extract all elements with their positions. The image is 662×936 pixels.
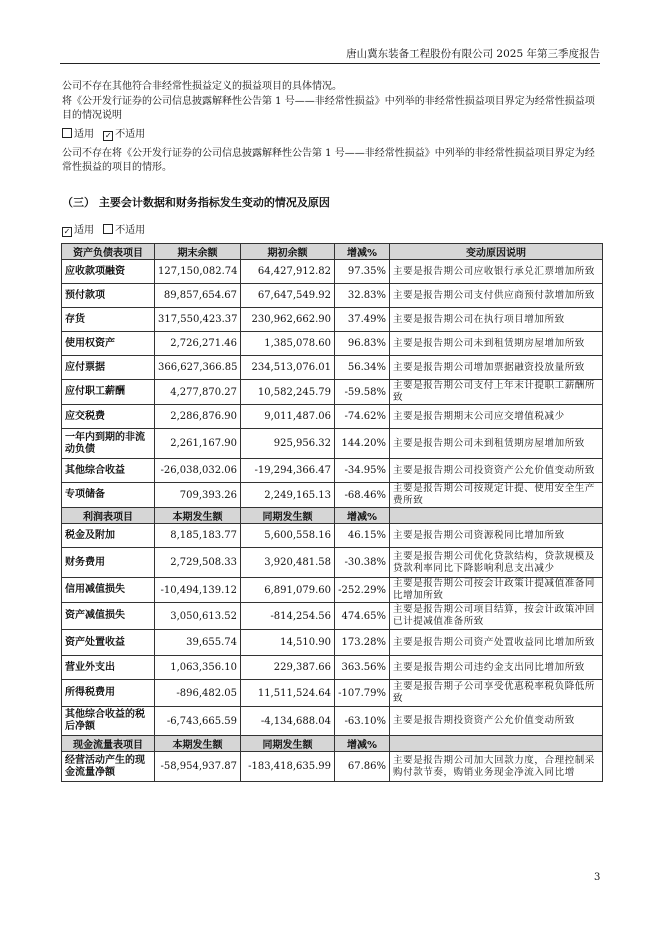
row-item: 税金及附加 [62,524,155,548]
row-previous: -19,294,366.47 [241,459,335,483]
column-header: 变动原因说明 [390,244,603,260]
balance-header-row [62,244,603,260]
row-previous: 234,513,076.01 [241,356,335,380]
table-row [62,380,603,405]
income-header-row [62,508,603,524]
applicability-options [62,128,602,142]
row-change-pct: -63.10% [335,707,390,736]
row-reason: 主要是报告期公司优化贷款结构，贷款规模及贷款利率同比下降影响利息支出减少 [390,548,603,578]
row-item: 其他综合收益 [62,459,155,483]
column-header: 现金流量表项目 [62,736,155,752]
row-previous: -814,254.56 [241,603,335,630]
row-change-pct: 67.86% [335,752,390,782]
column-header: 资产负债表项目 [62,244,155,260]
row-reason: 主要是报告期子公司享受优惠税率税负降低所致 [390,680,603,707]
row-current: 39,655.74 [155,630,241,656]
row-reason: 主要是报告期公司资源税同比增加所致 [390,524,603,548]
section-applicability-options [62,224,602,238]
row-current: 1,063,356.10 [155,656,241,680]
table-row [62,308,603,332]
checkbox-checked-icon: ✓ [63,227,71,236]
column-header: 利润表项目 [62,508,155,524]
row-reason: 主要是报告期公司按会计政策计提减值准备同比增加所致 [390,578,603,603]
row-item: 经营活动产生的现金流量净额 [62,752,155,782]
header-rule [60,63,600,64]
row-previous: -183,418,635.99 [241,752,335,782]
table-row [62,630,603,656]
checkbox-unchecked-icon [62,128,72,138]
row-item: 应付职工薪酬 [62,380,155,405]
table-row [62,405,603,429]
row-current: -26,038,032.06 [155,459,241,483]
row-reason: 主要是报告期公司在执行项目增加所致 [390,308,603,332]
table-row [62,332,603,356]
row-current: 3,050,613.52 [155,603,241,630]
row-reason: 主要是报告期公司未到租赁期房屋增加所致 [390,429,603,459]
row-change-pct: 32.83% [335,284,390,308]
row-reason: 主要是报告期期末公司应交增值税减少 [390,405,603,429]
row-reason: 主要是报告期公司项目结算，按会计政策冲回已计提减值准备所致 [390,603,603,630]
option-not-applicable[interactable]: 不适用 [103,224,145,238]
row-change-pct: -34.95% [335,459,390,483]
report-header: 唐山冀东装备工程股份有限公司 2025 年第三季度报告 [346,48,600,60]
row-reason: 主要是报告期公司加大回款力度，合理控制采购付款节奏，购销业务现金净流入同比增 [390,752,603,782]
table-row [62,707,603,736]
table-row [62,356,603,380]
row-previous: 6,891,079.60 [241,578,335,603]
option-applicable[interactable]: ✓ 适用 [63,225,94,236]
table-row [62,284,603,308]
row-current: -896,482.05 [155,680,241,707]
table-row [62,459,603,483]
row-reason: 主要是报告期投资资产公允价值变动所致 [390,707,603,736]
column-header: 同期发生额 [241,736,335,752]
column-header [390,736,603,752]
row-reason: 主要是报告期公司支付上年末计提职工薪酬所致 [390,380,603,405]
row-current: 317,550,423.37 [155,308,241,332]
checkbox-checked-icon: ✓ [104,131,112,140]
row-reason: 主要是报告期公司按规定计提、使用安全生产费所致 [390,483,603,508]
cash-header-row [62,736,603,752]
row-item: 财务费用 [62,548,155,578]
row-current: 2,726,271.46 [155,332,241,356]
row-current: 89,857,654.67 [155,284,241,308]
row-reason: 主要是报告期公司支付供应商预付款增加所致 [390,284,603,308]
row-change-pct: 37.49% [335,308,390,332]
row-current: 2,729,508.33 [155,548,241,578]
row-change-pct: -107.79% [335,680,390,707]
row-previous: 5,600,558.16 [241,524,335,548]
row-current: -10,494,139.12 [155,578,241,603]
row-change-pct: 46.15% [335,524,390,548]
row-item: 资产处置收益 [62,630,155,656]
row-item: 存货 [62,308,155,332]
row-previous: 9,011,487.06 [241,405,335,429]
row-item: 专项储备 [62,483,155,508]
row-previous: 64,427,912.82 [241,260,335,284]
row-change-pct: 56.34% [335,356,390,380]
row-change-pct: 474.65% [335,603,390,630]
row-item: 使用权资产 [62,332,155,356]
row-item: 应付票据 [62,356,155,380]
row-current: 2,286,876.90 [155,405,241,429]
table-row [62,752,603,782]
row-item: 应交税费 [62,405,155,429]
row-change-pct: -252.29% [335,578,390,603]
table-row [62,429,603,459]
row-reason: 主要是报告期公司投资资产公允价值变动所致 [390,459,603,483]
table-row [62,483,603,508]
row-change-pct: 97.35% [335,260,390,284]
row-previous: 925,956.32 [241,429,335,459]
checkbox-unchecked-icon [103,224,113,234]
column-header [390,508,603,524]
row-item: 一年内到期的非流动负债 [62,429,155,459]
row-current: 2,261,167.90 [155,429,241,459]
table-row [62,260,603,284]
row-current: -58,954,937.87 [155,752,241,782]
column-header: 本期发生额 [155,736,241,752]
row-change-pct: 96.83% [335,332,390,356]
table-row [62,656,603,680]
row-previous: 229,387.66 [241,656,335,680]
row-item: 其他综合收益的税后净额 [62,707,155,736]
row-previous: 1,385,078.60 [241,332,335,356]
row-change-pct: -74.62% [335,405,390,429]
row-change-pct: 363.56% [335,656,390,680]
row-change-pct: -30.38% [335,548,390,578]
column-header: 本期发生额 [155,508,241,524]
row-item: 信用减值损失 [62,578,155,603]
column-header: 增减% [335,736,390,752]
column-header: 期初余额 [241,244,335,260]
row-change-pct: -59.58% [335,380,390,405]
row-previous: 10,582,245.79 [241,380,335,405]
row-item: 预付款项 [62,284,155,308]
row-item: 应收款项融资 [62,260,155,284]
row-reason: 主要是报告期公司增加票据融资投放量所致 [390,356,603,380]
row-current: 4,277,870.27 [155,380,241,405]
row-current: 709,393.26 [155,483,241,508]
row-change-pct: 173.28% [335,630,390,656]
row-current: 127,150,082.74 [155,260,241,284]
row-reason: 主要是报告期公司未到租赁期房屋增加所致 [390,332,603,356]
table-row [62,578,603,603]
column-header: 增减% [335,244,390,260]
section-heading: （三） 主要会计数据和财务指标发生变动的情况及原因 [62,196,330,209]
row-current: -6,743,665.59 [155,707,241,736]
table-row [62,680,603,707]
table-row [62,548,603,578]
row-current: 366,627,366.85 [155,356,241,380]
row-change-pct: -68.46% [335,483,390,508]
intro-line-3: 公司不存在将《公开发行证券的公司信息披露解释性公告第 1 号——非经常性损益》中列举的非经常性损益项目界定为经常性损益的项目的情形。 [62,148,595,173]
row-item: 资产减值损失 [62,603,155,630]
row-previous: 230,962,662.90 [241,308,335,332]
row-previous: 67,647,549.92 [241,284,335,308]
row-reason: 主要是报告期公司违约金支出同比增加所致 [390,656,603,680]
option-not-applicable[interactable]: ✓ 不适用 [104,129,146,140]
intro-line-2: 将《公开发行证券的公司信息披露解释性公告第 1 号——非经常性损益》中列举的非经常性损益项目界定为经常性损益项目的情况说明 [62,96,595,121]
row-previous: -4,134,688.04 [241,707,335,736]
row-previous: 11,511,524.64 [241,680,335,707]
column-header: 同期发生额 [241,508,335,524]
financial-changes-table [61,243,603,782]
table-row [62,524,603,548]
option-applicable[interactable]: 适用 [62,128,94,142]
row-item: 营业外支出 [62,656,155,680]
column-header: 期末余额 [155,244,241,260]
page-number: 3 [594,872,601,883]
row-reason: 主要是报告期公司应收银行承兑汇票增加所致 [390,260,603,284]
row-item: 所得税费用 [62,680,155,707]
row-previous: 3,920,481.58 [241,548,335,578]
row-previous: 2,249,165.13 [241,483,335,508]
row-change-pct: 144.20% [335,429,390,459]
row-reason: 主要是报告期公司资产处置收益同比增加所致 [390,630,603,656]
table-row [62,603,603,630]
row-previous: 14,510.90 [241,630,335,656]
intro-line-1: 公司不存在其他符合非经常性损益定义的损益项目的具体情况。 [62,81,342,92]
column-header: 增减% [335,508,390,524]
row-current: 8,185,183.77 [155,524,241,548]
